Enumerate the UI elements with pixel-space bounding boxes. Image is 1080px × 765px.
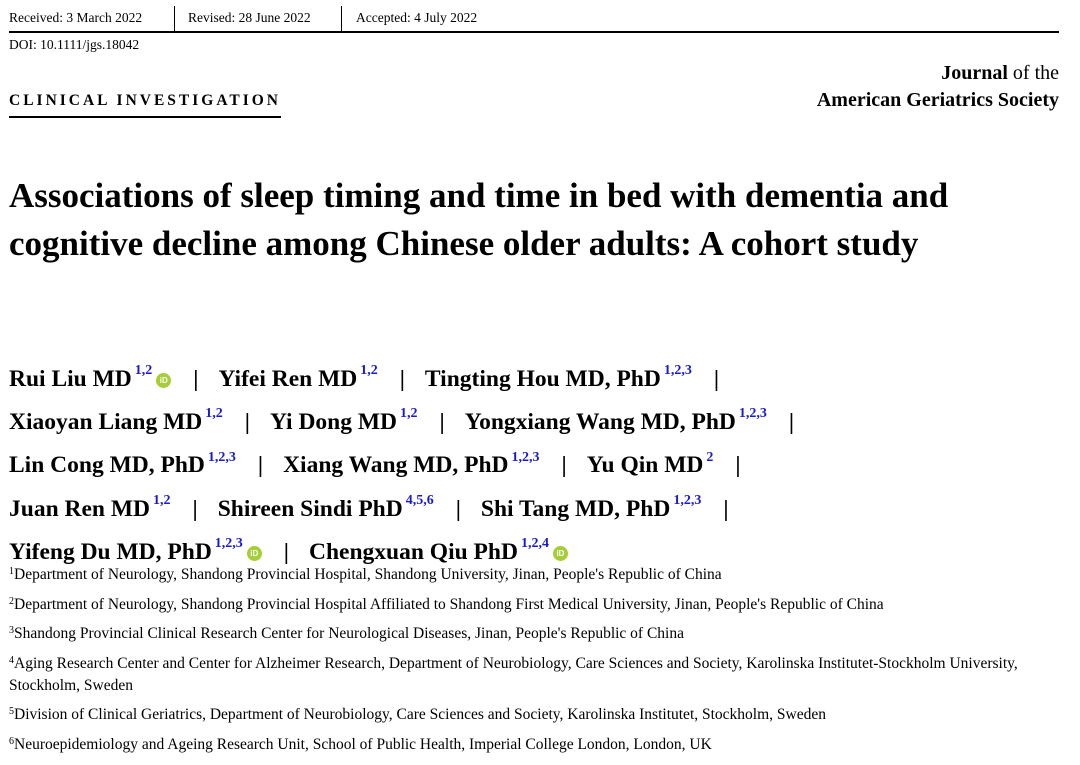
author-list [9, 355, 1069, 572]
history-bar [9, 9, 1059, 33]
author-name: Xiang Wang MD, PhD [283, 452, 509, 479]
author [9, 536, 262, 566]
author-name: Juan Ren MD [9, 495, 151, 522]
author-separator: | [455, 495, 461, 522]
received-date: Received: 3 March 2022 [9, 10, 143, 25]
author-affiliation-link[interactable]: 1,2,4 [520, 536, 549, 552]
journal-name-bold: Journal [941, 62, 1008, 84]
section-label: CLINICAL INVESTIGATION [9, 92, 281, 118]
affiliation-text: Department of Neurology, Shandong Provincial Hospital, Shandong University, Jinan, People's Republic of China [14, 566, 722, 583]
author-separator: | [244, 409, 250, 436]
author-name: Yongxiang Wang MD, PhD [464, 409, 736, 436]
author-name: Yi Dong MD [269, 409, 398, 436]
author-name: Tingting Hou MD, PhD [424, 365, 661, 392]
affiliation-list [9, 564, 1059, 763]
author [9, 363, 171, 392]
affiliation-number: 3 [9, 625, 14, 636]
author-affiliation-link[interactable]: 1,2 [360, 363, 378, 378]
author-name: Yifeng Du MD, PhD [9, 539, 212, 566]
author-name: Rui Liu MD [9, 365, 132, 392]
author-name: Shi Tang MD, PhD [480, 495, 671, 522]
affiliation-number: 4 [9, 654, 14, 666]
author-separator: | [283, 539, 289, 566]
accepted-date: Accepted: 4 July 2022 [356, 10, 478, 25]
affiliation [9, 734, 1059, 756]
author-line [9, 398, 1069, 441]
author-line [9, 355, 1069, 398]
author-separator: | [192, 495, 198, 522]
author-separator: | [561, 452, 567, 479]
author-affiliation-link[interactable]: 1,2,3 [207, 449, 236, 465]
divider [174, 6, 175, 31]
author [9, 406, 223, 436]
author-affiliation-link[interactable]: 1,2,3 [738, 406, 767, 422]
author-separator: | [723, 495, 729, 522]
author-affiliation-link[interactable]: 4,5,6 [405, 492, 434, 508]
author-line [9, 485, 1069, 528]
author-affiliation-link[interactable]: 1,2 [205, 406, 223, 422]
author-affiliation-link[interactable]: 1,2,3 [673, 492, 702, 508]
affiliation-text: Aging Research Center and Center for Alzheimer Research, Department of Neurobiology, Care Sciences and Society, Karolinska Institutet-Stockholm University, Stockholm, Sweden [9, 654, 1018, 694]
author-affiliation-link[interactable]: 1,2,3 [511, 449, 540, 465]
author-separator: | [735, 452, 741, 479]
journal-name-rest: of the [1007, 62, 1059, 84]
affiliation [9, 623, 1059, 645]
author [9, 449, 236, 479]
author [308, 536, 568, 566]
author-separator: | [439, 409, 445, 436]
author [269, 406, 418, 436]
orcid-icon[interactable]: iD [553, 546, 568, 561]
author-name: Yu Qin MD [586, 452, 704, 479]
affiliation-text: Neuroepidemiology and Ageing Research Unit, School of Public Health, Imperial College London, London, UK [14, 735, 712, 753]
journal-name-line2: American Geriatrics Society [816, 89, 1059, 111]
author [424, 363, 692, 392]
affiliation-number: 2 [9, 595, 14, 607]
affiliation-text: Division of Clinical Geriatrics, Department of Neurobiology, Care Sciences and Society, Karolinska Institutet, Stockholm, Sweden [14, 706, 826, 723]
author-affiliation-link[interactable]: 1,2 [134, 363, 153, 378]
author [217, 492, 434, 522]
author-affiliation-link[interactable]: 1,2 [153, 492, 171, 508]
author-name: Chengxuan Qiu PhD [308, 539, 518, 566]
affiliation-text: Shandong Provincial Clinical Research Center for Neurological Diseases, Jinan, People's Republic of China [14, 625, 684, 642]
doi-link[interactable]: DOI: 10.1111/jgs.18042 [9, 37, 140, 52]
author-affiliation-link[interactable]: 1,2,3 [663, 363, 692, 378]
author-name: Xiaoyan Liang MD [9, 409, 203, 436]
affiliation-number: 5 [9, 706, 14, 717]
author [9, 492, 171, 522]
affiliation-text: Department of Neurology, Shandong Provincial Hospital Affiliated to Shandong First Medical University, Jinan, People's Republic of China [14, 595, 884, 613]
affiliation [9, 594, 1059, 616]
author-separator: | [399, 365, 405, 392]
author [586, 449, 714, 479]
author-separator: | [713, 365, 720, 392]
affiliation [9, 653, 1059, 697]
revised-date: Revised: 28 June 2022 [188, 10, 311, 25]
author-line [9, 442, 1069, 485]
divider [341, 6, 342, 31]
author-affiliation-link[interactable]: 1,2 [400, 406, 418, 422]
author-separator: | [193, 365, 199, 392]
author-name: Lin Cong MD, PhD [9, 452, 205, 479]
affiliation [9, 564, 1059, 586]
author-name: Shireen Sindi PhD [217, 495, 403, 522]
affiliation-number: 1 [9, 566, 14, 577]
affiliation-number: 6 [9, 735, 14, 747]
author-affiliation-link[interactable]: 1,2,3 [214, 536, 243, 552]
orcid-icon[interactable]: iD [156, 373, 171, 388]
journal-name [817, 60, 1059, 114]
author-affiliation-link[interactable]: 2 [706, 449, 714, 465]
author-name: Yifei Ren MD [218, 365, 358, 392]
author [480, 492, 702, 522]
author-separator: | [257, 452, 264, 479]
author [464, 406, 767, 436]
orcid-icon[interactable]: iD [247, 546, 262, 561]
author-separator: | [788, 409, 795, 436]
affiliation [9, 704, 1059, 726]
author [283, 449, 540, 479]
author [218, 363, 378, 392]
article-title: Associations of sleep timing and time in bed with dementia and cognitive decline among Chinese older adults: A cohort study [9, 176, 949, 263]
